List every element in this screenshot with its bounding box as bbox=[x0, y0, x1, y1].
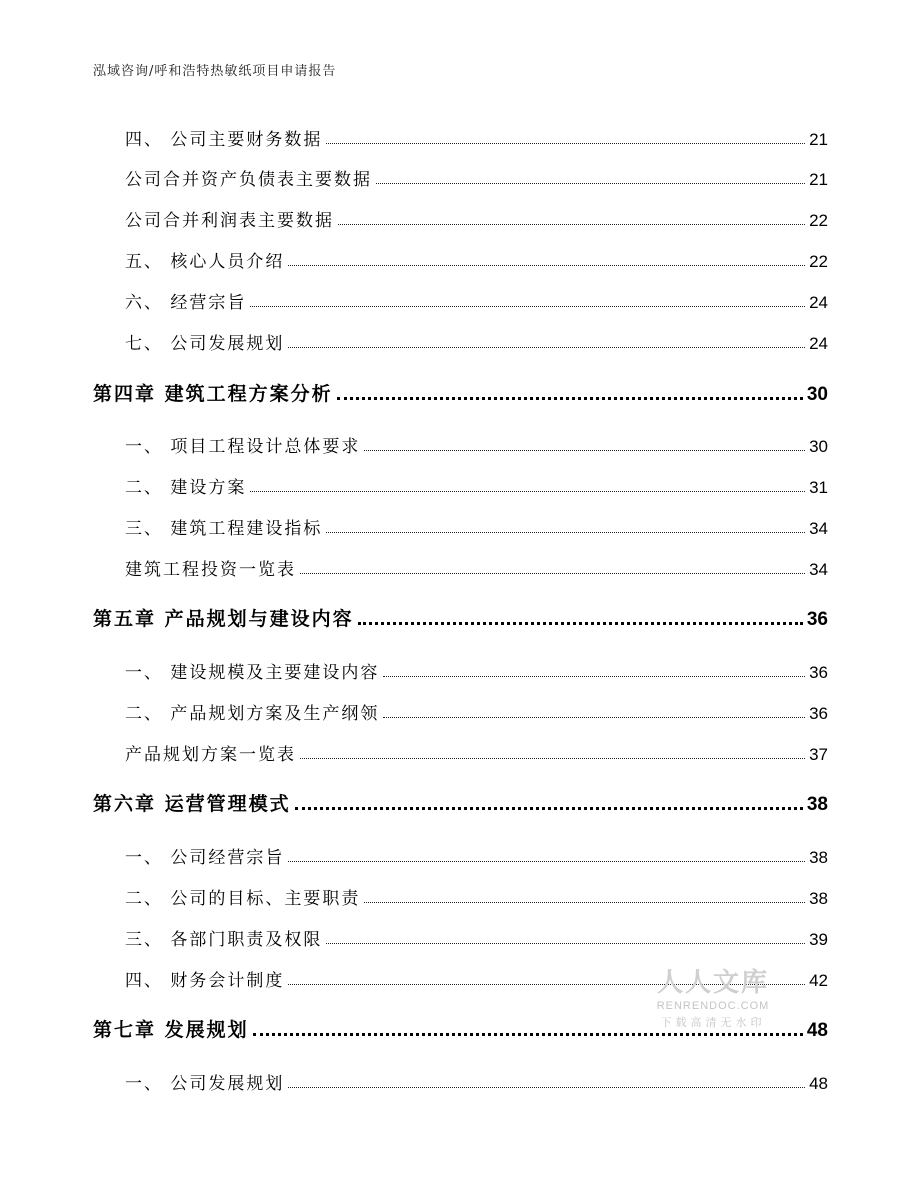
toc-entry[interactable] bbox=[0, 509, 920, 539]
toc-chapter-page: 38 bbox=[806, 794, 828, 815]
toc-entry-page: 22 bbox=[809, 252, 828, 271]
watermark-brand: 人人文库 bbox=[656, 968, 769, 998]
watermark-domain: RENRENDOC.COM bbox=[656, 1000, 770, 1012]
dot-leader bbox=[288, 861, 805, 862]
toc-entry[interactable] bbox=[0, 920, 920, 950]
toc-chapter-page: 36 bbox=[806, 609, 828, 630]
toc-entry-title: 一、 建设规模及主要建设内容 bbox=[125, 663, 380, 683]
dot-leader bbox=[250, 491, 805, 492]
toc-chapter-title: 第六章 运营管理模式 bbox=[93, 793, 291, 815]
toc-entry-page: 36 bbox=[809, 704, 828, 723]
toc-entry[interactable] bbox=[0, 242, 920, 272]
dot-leader bbox=[326, 143, 805, 144]
toc-entry-title: 六、 经营宗旨 bbox=[125, 293, 247, 313]
toc-entry-title: 一、 公司发展规划 bbox=[125, 1074, 285, 1094]
toc-chapter-title: 第七章 发展规划 bbox=[93, 1019, 249, 1041]
toc-entry-page: 48 bbox=[809, 1074, 828, 1093]
watermark-tagline: 下载高清无水印 bbox=[660, 1016, 766, 1029]
toc-entry-title: 四、 公司主要财务数据 bbox=[125, 130, 323, 150]
toc-entry-title: 公司合并利润表主要数据 bbox=[125, 211, 334, 231]
toc-entry[interactable] bbox=[0, 735, 920, 765]
toc-entry-page: 37 bbox=[809, 745, 828, 764]
header-rule bbox=[93, 86, 827, 87]
toc-entry[interactable] bbox=[0, 324, 920, 354]
toc-entry-page: 21 bbox=[809, 170, 828, 189]
toc-entry-title: 一、 项目工程设计总体要求 bbox=[125, 437, 361, 457]
toc-chapter[interactable] bbox=[0, 376, 920, 406]
toc-entry[interactable] bbox=[0, 468, 920, 498]
toc-entry-title: 三、 各部门职责及权限 bbox=[125, 930, 323, 950]
toc-entry-title: 建筑工程投资一览表 bbox=[125, 560, 296, 580]
toc-entry[interactable] bbox=[0, 838, 920, 868]
toc-entry[interactable] bbox=[0, 1064, 920, 1094]
dot-leader bbox=[376, 183, 805, 184]
toc-entry-title: 一、 公司经营宗旨 bbox=[125, 848, 285, 868]
toc-entry-title: 三、 建筑工程建设指标 bbox=[125, 519, 323, 539]
toc-entry-page: 21 bbox=[809, 130, 828, 149]
dot-leader bbox=[364, 902, 805, 903]
toc-entry-title: 二、 建设方案 bbox=[125, 478, 247, 498]
toc-entry-title: 五、 核心人员介绍 bbox=[125, 252, 285, 272]
dot-leader bbox=[358, 622, 803, 625]
toc-entry-page: 24 bbox=[809, 293, 828, 312]
watermark bbox=[648, 962, 778, 1030]
toc-entry[interactable] bbox=[0, 879, 920, 909]
toc-entry-title: 四、 财务会计制度 bbox=[125, 971, 285, 991]
toc-entry[interactable] bbox=[0, 201, 920, 231]
toc-entry-page: 34 bbox=[809, 560, 828, 579]
toc-chapter-title: 第四章 建筑工程方案分析 bbox=[93, 383, 333, 405]
toc-entry[interactable] bbox=[0, 550, 920, 580]
dot-leader bbox=[253, 1033, 803, 1036]
dot-leader bbox=[383, 717, 805, 718]
dot-leader bbox=[250, 306, 805, 307]
toc-entry-page: 24 bbox=[809, 334, 828, 353]
toc-chapter[interactable] bbox=[0, 1012, 920, 1042]
toc-entry[interactable] bbox=[0, 120, 920, 150]
dot-leader bbox=[288, 265, 805, 266]
toc-entry[interactable] bbox=[0, 427, 920, 457]
dot-leader bbox=[288, 347, 805, 348]
toc-entry[interactable] bbox=[0, 694, 920, 724]
toc-entry[interactable] bbox=[0, 653, 920, 683]
dot-leader bbox=[300, 573, 805, 574]
dot-leader bbox=[326, 532, 805, 533]
dot-leader bbox=[300, 758, 805, 759]
dot-leader bbox=[364, 450, 805, 451]
toc-entry-title: 产品规划方案一览表 bbox=[125, 745, 296, 765]
toc-entry-page: 36 bbox=[809, 663, 828, 682]
dot-leader bbox=[326, 943, 805, 944]
toc-entry-title: 公司合并资产负债表主要数据 bbox=[125, 170, 372, 190]
toc-chapter[interactable] bbox=[0, 786, 920, 816]
toc-chapter-title: 第五章 产品规划与建设内容 bbox=[93, 608, 354, 630]
toc-entry-page: 30 bbox=[809, 437, 828, 456]
toc-entry-page: 38 bbox=[809, 848, 828, 867]
dot-leader bbox=[337, 397, 803, 400]
toc-entry-title: 二、 公司的目标、主要职责 bbox=[125, 889, 361, 909]
toc-entry-page: 39 bbox=[809, 930, 828, 949]
toc-chapter[interactable] bbox=[0, 601, 920, 631]
toc-entry-page: 42 bbox=[809, 971, 828, 990]
dot-leader bbox=[288, 1087, 805, 1088]
toc-chapter-page: 30 bbox=[806, 384, 828, 405]
dot-leader bbox=[383, 676, 805, 677]
running-header: 泓域咨询/呼和浩特热敏纸项目申请报告 bbox=[93, 64, 337, 79]
toc-entry-page: 38 bbox=[809, 889, 828, 908]
toc-chapter-page: 48 bbox=[806, 1020, 828, 1041]
toc-entry-title: 七、 公司发展规划 bbox=[125, 334, 285, 354]
dot-leader bbox=[295, 807, 803, 810]
toc-entry[interactable] bbox=[0, 160, 920, 190]
toc-entry-page: 34 bbox=[809, 519, 828, 538]
toc-entry-title: 二、 产品规划方案及生产纲领 bbox=[125, 704, 380, 724]
toc-entry-page: 22 bbox=[809, 211, 828, 230]
dot-leader bbox=[338, 224, 805, 225]
toc-entry[interactable] bbox=[0, 283, 920, 313]
toc-entry-page: 31 bbox=[809, 478, 828, 497]
toc-entry[interactable] bbox=[0, 961, 920, 991]
